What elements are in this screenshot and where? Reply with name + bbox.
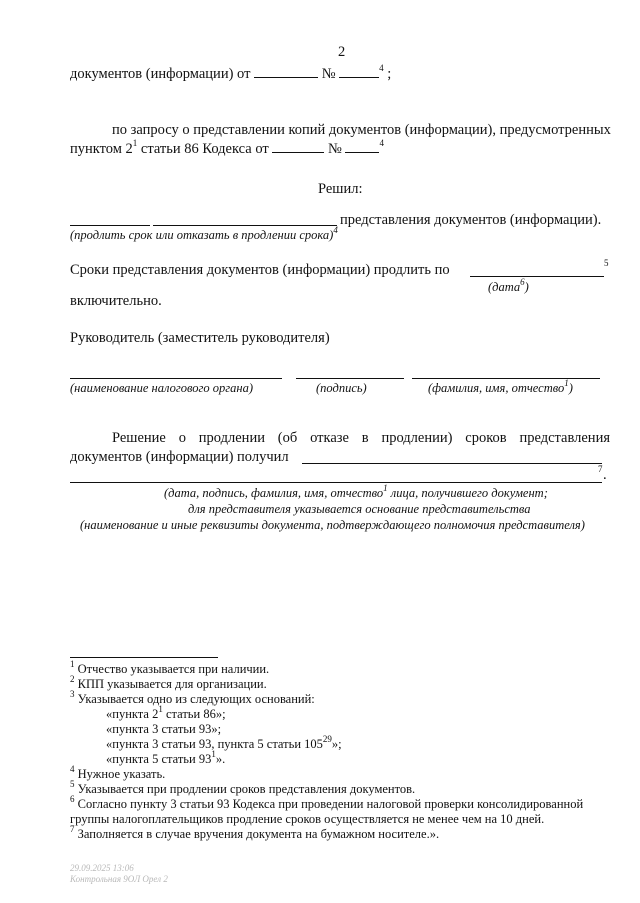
sup-index: 1: [211, 748, 216, 759]
receipt-line-2: документов (информации) получил: [70, 449, 289, 465]
footnote-number: 5: [70, 778, 75, 789]
footnote-number: 4: [70, 763, 75, 774]
decided-heading: Решил:: [318, 181, 363, 197]
sup-index: 1: [158, 703, 163, 714]
inclusive-text: включительно.: [70, 293, 162, 309]
basis-1: [106, 703, 226, 722]
footnote-ref: 4: [333, 224, 338, 235]
signature-hint: (подпись): [316, 381, 367, 395]
footnote-number: 1: [70, 658, 75, 669]
footnote-ref: 4: [379, 138, 384, 149]
footnote-text: Указывается одно из следующих оснований:: [77, 692, 315, 706]
terms-date-blank[interactable]: [470, 276, 604, 277]
footnote-text: Заполняется в случае вручения документа на бумажном носителе.».: [77, 827, 440, 841]
footnote-1: [70, 658, 270, 677]
footnote-number: 3: [70, 688, 75, 699]
decision-blank-1[interactable]: [70, 225, 150, 226]
footnote-ref: 7: [598, 464, 603, 474]
basis-text-end: »;: [331, 737, 342, 751]
footnote-3: [70, 688, 315, 707]
footnote-text: Согласно пункту 3 статьи 93 Кодекса при проведении налоговой проверки консолидированной: [77, 797, 584, 811]
signature-blank[interactable]: [296, 378, 404, 379]
footnote-ref: 6: [520, 276, 525, 287]
footnote-text: Отчество указывается при наличии.: [77, 662, 270, 676]
receipt-hint-1b: лица, получившего документ;: [390, 486, 548, 500]
receipt-hint-3: (наименование и иные реквизиты документа, подтверждающего полномочия представителя): [80, 518, 585, 532]
footnote-text: Указывается при продлении сроков представления документов.: [77, 782, 416, 796]
basis-2: [106, 722, 221, 737]
date-hint-end: ): [524, 280, 529, 294]
decision-hint: [70, 224, 338, 243]
terms-text: Сроки представления документов (информации) продлить по: [70, 262, 450, 278]
basis-text-end: статьи 86»;: [162, 707, 226, 721]
page-number: 2: [338, 44, 346, 60]
basis-text: «пункта 5 статьи 93: [106, 752, 212, 766]
number-sign: №: [321, 66, 336, 82]
authority-hint: (наименование налогового органа): [70, 381, 253, 395]
request-line-1: по запросу о представлении копий документов (информации), предусмотренных: [112, 122, 611, 138]
decision-blank-2[interactable]: [153, 225, 337, 226]
footnote-ref: 4: [379, 63, 384, 74]
footnote-2: [70, 673, 267, 692]
footnote-separator: [70, 657, 218, 658]
receipt-hint-1a: (дата, подпись, фамилия, имя, отчество: [164, 486, 384, 500]
basis-text: «пункта 3 статьи 93»;: [106, 722, 222, 736]
footnote-ref: 5: [604, 258, 609, 268]
receipt-line-1: Решение о продлении (об отказе в продлении) сроков представления: [112, 430, 610, 446]
print-stamp-line-2: Контрольная 9ОЛ Орел 2: [70, 874, 168, 884]
footnote-5: [70, 778, 416, 797]
decision-hint-text: (продлить срок или отказать в продлении срока): [70, 228, 334, 242]
basis-text-end: ».: [215, 752, 226, 766]
basis-3: [106, 733, 342, 752]
footnote-text: группы налогоплательщиков продление сроков осуществляется не менее чем на 10 дней.: [70, 812, 545, 826]
fio-hint-end: ): [568, 381, 573, 395]
footnote-number: 2: [70, 673, 75, 684]
print-stamp-line-1: 29.09.2025 13:06: [70, 863, 134, 873]
number-blank[interactable]: [339, 66, 379, 78]
request-clause: пунктом 2: [70, 141, 133, 157]
footnote-ref: 1: [383, 482, 388, 493]
line-end: ;: [387, 66, 392, 82]
sup-index: 29: [322, 733, 332, 744]
request-number-blank[interactable]: [345, 141, 379, 153]
number-sign: №: [328, 141, 342, 157]
authority-blank[interactable]: [70, 378, 282, 379]
footnote-number: 6: [70, 793, 75, 804]
date-hint: [488, 276, 529, 295]
request-article: статьи 86 Кодекса от: [140, 141, 269, 157]
date-blank[interactable]: [254, 66, 318, 78]
receipt-hint-2: для представителя указывается основание представительства: [188, 502, 531, 516]
request-date-blank[interactable]: [272, 141, 324, 153]
footnote-7: [70, 823, 440, 842]
footnote-text: КПП указывается для организации.: [77, 677, 267, 691]
basis-text: «пункта 2: [106, 707, 159, 721]
date-hint-text: (дата: [488, 280, 521, 294]
footnote-text: Нужное указать.: [77, 767, 166, 781]
footnote-ref: 1: [564, 377, 569, 388]
footnote-4: [70, 763, 166, 782]
basis-text: «пункта 3 статьи 93, пункта 5 статьи 105: [106, 737, 323, 751]
receipt-blank-2[interactable]: [70, 482, 602, 483]
sup-index: 1: [132, 138, 138, 149]
request-line-2: [70, 138, 384, 158]
documents-date-line: [70, 63, 392, 83]
decision-text: представления документов (информации).: [340, 212, 602, 228]
receipt-blank-1[interactable]: [302, 463, 602, 464]
receipt-end: .: [603, 467, 607, 483]
fio-blank[interactable]: [412, 378, 600, 379]
receipt-hint-1: [164, 482, 548, 501]
footnote-number: 7: [70, 823, 75, 834]
basis-4: [106, 748, 226, 767]
head-title: Руководитель (заместитель руководителя): [70, 330, 330, 346]
footnote-6: [70, 793, 584, 812]
fio-hint-text: (фамилия, имя, отчество: [428, 381, 565, 395]
footnote-6-cont: [70, 812, 544, 827]
documents-label: документов (информации) от: [70, 66, 251, 82]
fio-hint: [428, 377, 573, 396]
